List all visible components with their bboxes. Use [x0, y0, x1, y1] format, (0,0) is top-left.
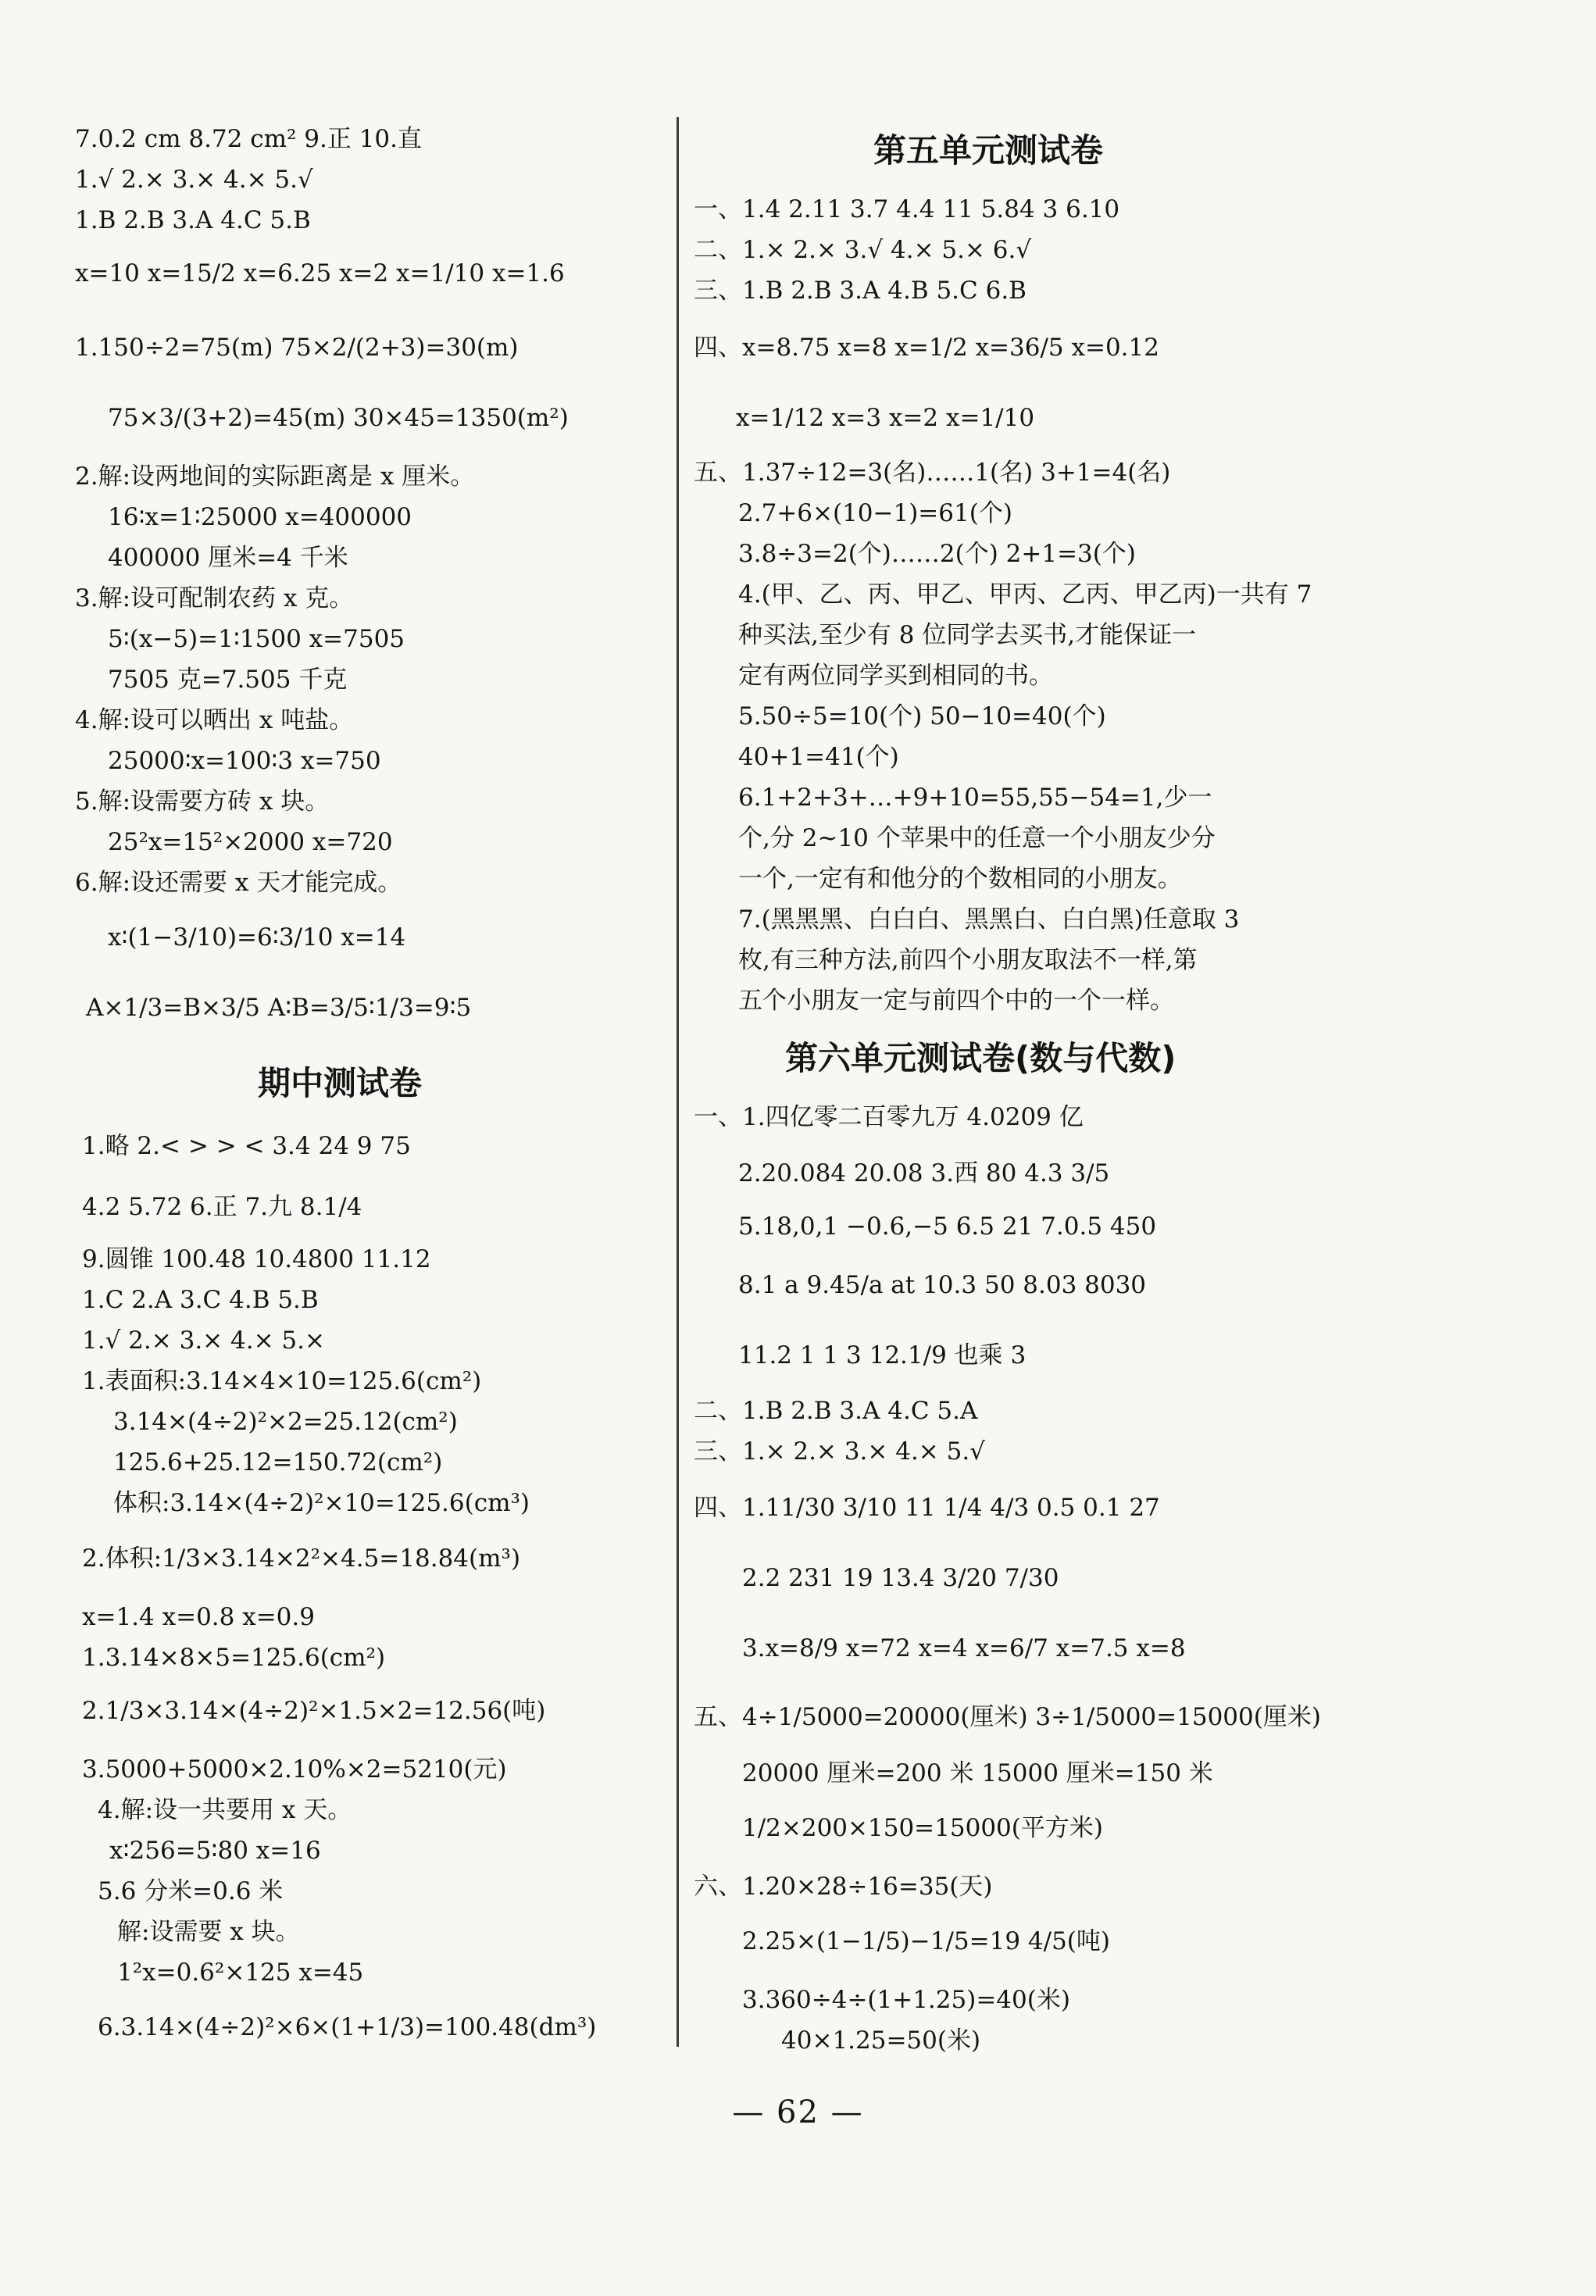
answer-line: 20000 厘米=200 米 15000 厘米=150 米 — [742, 1759, 1213, 1787]
answer-line: 四、x=8.75 x=8 x=1/2 x=36/5 x=0.12 — [694, 334, 1159, 362]
answer-line: 个,分 2~10 个苹果中的任意一个小朋友少分 — [738, 824, 1216, 852]
unit6-title: 第六单元测试卷(数与代数) — [785, 1039, 1176, 1077]
answer-line: 40×1.25=50(米) — [781, 2026, 981, 2055]
answer-line: 1.3.14×8×5=125.6(cm²) — [82, 1644, 386, 1672]
unit5-title: 第五单元测试卷 — [873, 131, 1104, 170]
answer-line: 3.8÷3=2(个)……2(个) 2+1=3(个) — [738, 540, 1136, 568]
answer-line: 4.(甲、乙、丙、甲乙、甲丙、乙丙、甲乙丙)一共有 7 — [738, 580, 1312, 609]
answer-line: 25000∶x=100∶3 x=750 — [108, 747, 381, 775]
answer-line: 一、1.四亿零二百零九万 4.0209 亿 — [694, 1103, 1084, 1131]
answer-line: 种买法,至少有 8 位同学去买书,才能保证一 — [738, 621, 1197, 649]
answer-line: 1.√ 2.× 3.× 4.× 5.× — [82, 1327, 325, 1355]
answer-line: 40+1=41(个) — [738, 743, 899, 771]
answer-line: 8.1 a 9.45/a at 10.3 50 8.03 8030 — [738, 1271, 1147, 1299]
answer-line: 1.B 2.B 3.A 4.C 5.B — [75, 206, 311, 234]
answer-line: 7.0.2 cm 8.72 cm² 9.正 10.直 — [75, 125, 422, 153]
answer-line: 三、1.B 2.B 3.A 4.B 5.C 6.B — [694, 277, 1027, 305]
answer-line: 2.1/3×3.14×(4÷2)²×1.5×2=12.56(吨) — [82, 1697, 546, 1725]
answer-line: 9.圆锥 100.48 10.4800 11.12 — [82, 1245, 431, 1273]
answer-line: 5.6 分米=0.6 米 — [98, 1877, 284, 1905]
answer-line: 75×3/(3+2)=45(m) 30×45=1350(m²) — [108, 404, 569, 432]
answer-line: x=10 x=15/2 x=6.25 x=2 x=1/10 x=1.6 — [75, 259, 565, 287]
answer-line: 1²x=0.6²×125 x=45 — [117, 1959, 364, 1987]
answer-line: 6.解:设还需要 x 天才能完成。 — [75, 869, 402, 897]
answer-line: 1.C 2.A 3.C 4.B 5.B — [82, 1286, 319, 1314]
answer-line: 1/2×200×150=15000(平方米) — [742, 1814, 1103, 1842]
answer-line: 六、1.20×28÷16=35(天) — [694, 1873, 993, 1901]
answer-line: 2.20.084 20.08 3.西 80 4.3 3/5 — [738, 1159, 1110, 1187]
answer-line: 一、1.4 2.11 3.7 4.4 11 5.84 3 6.10 — [694, 195, 1120, 223]
answer-line: 3.14×(4÷2)²×2=25.12(cm²) — [113, 1408, 458, 1436]
answer-line: 2.解:设两地间的实际距离是 x 厘米。 — [75, 462, 475, 491]
answer-line: 定有两位同学买到相同的书。 — [738, 662, 1053, 690]
answer-line: 5.50÷5=10(个) 50−10=40(个) — [738, 702, 1106, 730]
answer-line: 1.√ 2.× 3.× 4.× 5.√ — [75, 166, 313, 194]
answer-line: 3.5000+5000×2.10%×2=5210(元) — [82, 1755, 507, 1784]
answer-line: 2.体积:1/3×3.14×2²×4.5=18.84(m³) — [82, 1544, 521, 1573]
column-divider — [677, 117, 679, 2047]
answer-line: x=1/12 x=3 x=2 x=1/10 — [736, 404, 1035, 432]
answer-line: 1.表面积:3.14×4×10=125.6(cm²) — [82, 1367, 482, 1395]
answer-line: 五、1.37÷12=3(名)……1(名) 3+1=4(名) — [694, 459, 1171, 487]
answer-line: 3.360÷4÷(1+1.25)=40(米) — [742, 1986, 1070, 2014]
answer-line: 五、4÷1/5000=20000(厘米) 3÷1/5000=15000(厘米) — [694, 1703, 1321, 1731]
answer-line: 2.25×(1−1/5)−1/5=19 4/5(吨) — [742, 1927, 1110, 1955]
answer-line: x∶(1−3/10)=6∶3/10 x=14 — [108, 923, 406, 952]
answer-line: 1.略 2.< > > < 3.4 24 9 75 — [82, 1132, 411, 1160]
answer-line: 125.6+25.12=150.72(cm²) — [113, 1448, 443, 1477]
answer-line: 体积:3.14×(4÷2)²×10=125.6(cm³) — [113, 1489, 530, 1517]
answer-line: 2.2 231 19 13.4 3/20 7/30 — [742, 1564, 1059, 1592]
answer-line: 25²x=15²×2000 x=720 — [108, 828, 393, 856]
answer-line: x∶256=5∶80 x=16 — [109, 1837, 321, 1865]
answer-line: 五个小朋友一定与前四个中的一个一样。 — [738, 987, 1174, 1015]
answer-line: 6.1+2+3+…+9+10=55,55−54=1,少一 — [738, 784, 1212, 812]
answer-line: 7.(黑黑黑、白白白、黑黑白、白白黑)任意取 3 — [738, 905, 1240, 934]
answer-line: 6.3.14×(4÷2)²×6×(1+1/3)=100.48(dm³) — [98, 2013, 597, 2041]
answer-line: 5.解:设需要方砖 x 块。 — [75, 787, 330, 816]
answer-line: x=1.4 x=0.8 x=0.9 — [82, 1603, 315, 1631]
answer-line: 四、1.11/30 3/10 11 1/4 4/3 0.5 0.1 27 — [694, 1494, 1160, 1522]
answer-line: 11.2 1 1 3 12.1/9 也乘 3 — [738, 1341, 1027, 1369]
answer-line: 5∶(x−5)=1∶1500 x=7505 — [108, 625, 405, 653]
answer-line: 1.150÷2=75(m) 75×2/(2+3)=30(m) — [75, 334, 519, 362]
answer-line: 4.解:设可以晒出 x 吨盐。 — [75, 706, 354, 734]
answer-line: 二、1.× 2.× 3.√ 4.× 5.× 6.√ — [694, 236, 1032, 264]
answer-line: A×1/3=B×3/5 A∶B=3/5∶1/3=9∶5 — [86, 994, 472, 1022]
answer-line: 400000 厘米=4 千米 — [108, 544, 348, 572]
answer-line: 4.2 5.72 6.正 7.九 8.1/4 — [82, 1193, 362, 1221]
answer-line: 二、1.B 2.B 3.A 4.C 5.A — [694, 1397, 978, 1425]
answer-line: 5.18,0,1 −0.6,−5 6.5 21 7.0.5 450 — [738, 1212, 1157, 1241]
answer-line: 7505 克=7.505 千克 — [108, 666, 348, 694]
answer-line: 3.x=8/9 x=72 x=4 x=6/7 x=7.5 x=8 — [742, 1634, 1186, 1662]
answer-line: 16∶x=1∶25000 x=400000 — [108, 503, 412, 531]
midterm-title: 期中测试卷 — [258, 1064, 423, 1102]
page-number: — 62 — — [732, 2094, 864, 2130]
answer-line: 三、1.× 2.× 3.× 4.× 5.√ — [694, 1437, 985, 1466]
answer-line: 4.解:设一共要用 x 天。 — [98, 1796, 352, 1824]
answer-line: 解:设需要 x 块。 — [117, 1918, 300, 1946]
answer-line: 一个,一定有和他分的个数相同的小朋友。 — [738, 865, 1182, 893]
answer-line: 3.解:设可配制农药 x 克。 — [75, 584, 354, 612]
answer-line: 2.7+6×(10−1)=61(个) — [738, 499, 1012, 527]
answer-line: 枚,有三种方法,前四个小朋友取法不一样,第 — [738, 946, 1198, 974]
